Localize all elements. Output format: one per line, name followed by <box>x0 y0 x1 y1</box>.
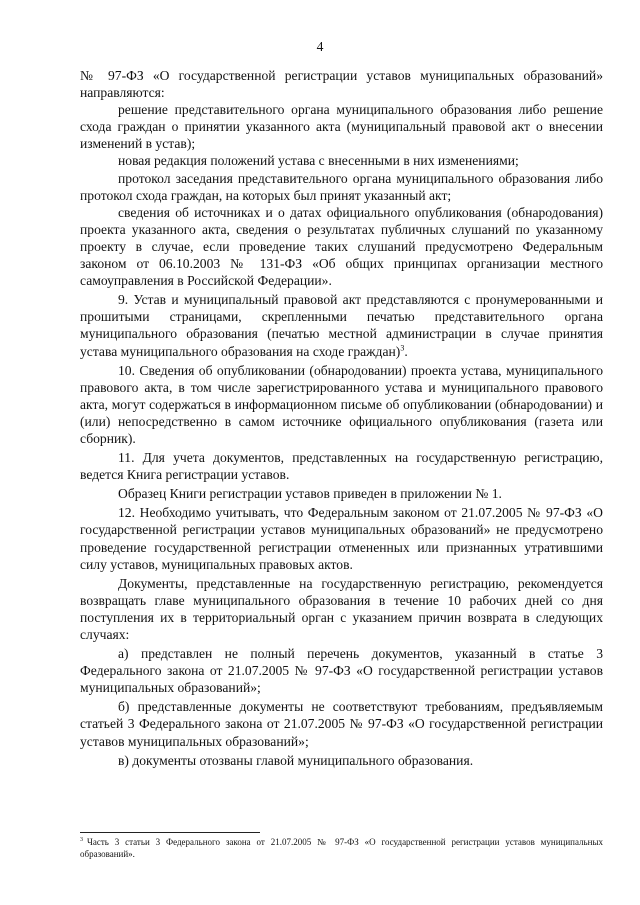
list-item-a: а) представлен не полный перечень документов, указанный в статье 3 Федерального закона от 21.07.2005 № 97-ФЗ «О государственной регистрации уставов муниципальных образований»; <box>80 646 603 696</box>
paragraph-sample-book: Образец Книги регистрации уставов приведен в приложении № 1. <box>118 486 502 502</box>
list-item-c: в) документы отозваны главой муниципального образования. <box>118 752 474 768</box>
paragraph-item-9-text: 9. Устав и муниципальный правовой акт представляются с пронумерованными и прошитыми страницами, скрепленными печатью представительного органа муниципального образования (печатью местной администрации в случае принятия устава муниципального образования на сходе граждан) <box>80 292 603 359</box>
paragraph-item-9 <box>80 291 603 359</box>
list-item-new-edition: новая редакция положений устава с внесенными в них изменениями; <box>118 153 519 169</box>
list-item-decision: решение представительного органа муниципального образования либо решение схода граждан о принятии указанного акта (муниципальный правовой акт о внесении изменений в устав); <box>80 102 603 152</box>
list-item-publication-info: сведения об источниках и о датах официального опубликования (обнародования) проекта указанного акта, сведения о результатах публичных слушаний по указанному проекту в случае, если проведение таких слушаний предусмотрено Федеральным законом от 06.10.2003 № 131-ФЗ «Об общих принципах организации местного самоуправления в Российской Федерации». <box>80 204 603 289</box>
footnote-mark: 3 <box>80 837 83 843</box>
list-item-protocol: протокол заседания представительного органа муниципального образования либо протокол схода граждан, на которых был принят указанный акт; <box>80 170 603 203</box>
paragraph-item-12: 12. Необходимо учитывать, что Федеральным законом от 21.07.2005 № 97-ФЗ «О государственной регистрации уставов муниципальных образований» не предусмотрено проведение государственной регистрации отмененных или признанных утратившими силу уставов, муниципальных правовых актов. <box>80 505 603 572</box>
footnote-reference: 3 <box>400 342 405 352</box>
paragraph-item-9-end: . <box>404 343 408 359</box>
footnote-divider <box>80 832 260 833</box>
list-item-b: б) представленные документы не соответствуют требованиям, предъявляемым статьей 3 Федерального закона от 21.07.2005 № 97-ФЗ «О государственной регистрации уставов муниципальных образований»; <box>80 699 603 749</box>
footnote <box>80 836 603 860</box>
paragraph-intro: № 97-ФЗ «О государственной регистрации уставов муниципальных образований» направляются: <box>80 68 603 101</box>
body-text <box>80 67 603 769</box>
page-number: 4 <box>316 39 324 54</box>
paragraph-item-10: 10. Сведения об опубликовании (обнародовании) проекта устава, муниципального правового акта, в том числе зарегистрированного устава и муниципального правового акта, могут содержаться в информационном письме об опубликовании (обнародовании) и (или) непосредственно в самом источнике официального опубликования (газета или сборник). <box>80 362 603 446</box>
paragraph-return-documents: Документы, представленные на государственную регистрацию, рекомендуется возвращать главе муниципального образования в течение 10 рабочих дней со дня поступления их в территориальный орган с указанием причин возврата в следующих случаях: <box>80 575 603 642</box>
paragraph-item-11: 11. Для учета документов, представленных на государственную регистрацию, ведется Книга регистрации уставов. <box>80 450 603 483</box>
footnote-text: Часть 3 статьи 3 Федерального закона от 21.07.2005 № 97-ФЗ «О государственной регистрации уставов муниципальных образований». <box>80 837 603 859</box>
